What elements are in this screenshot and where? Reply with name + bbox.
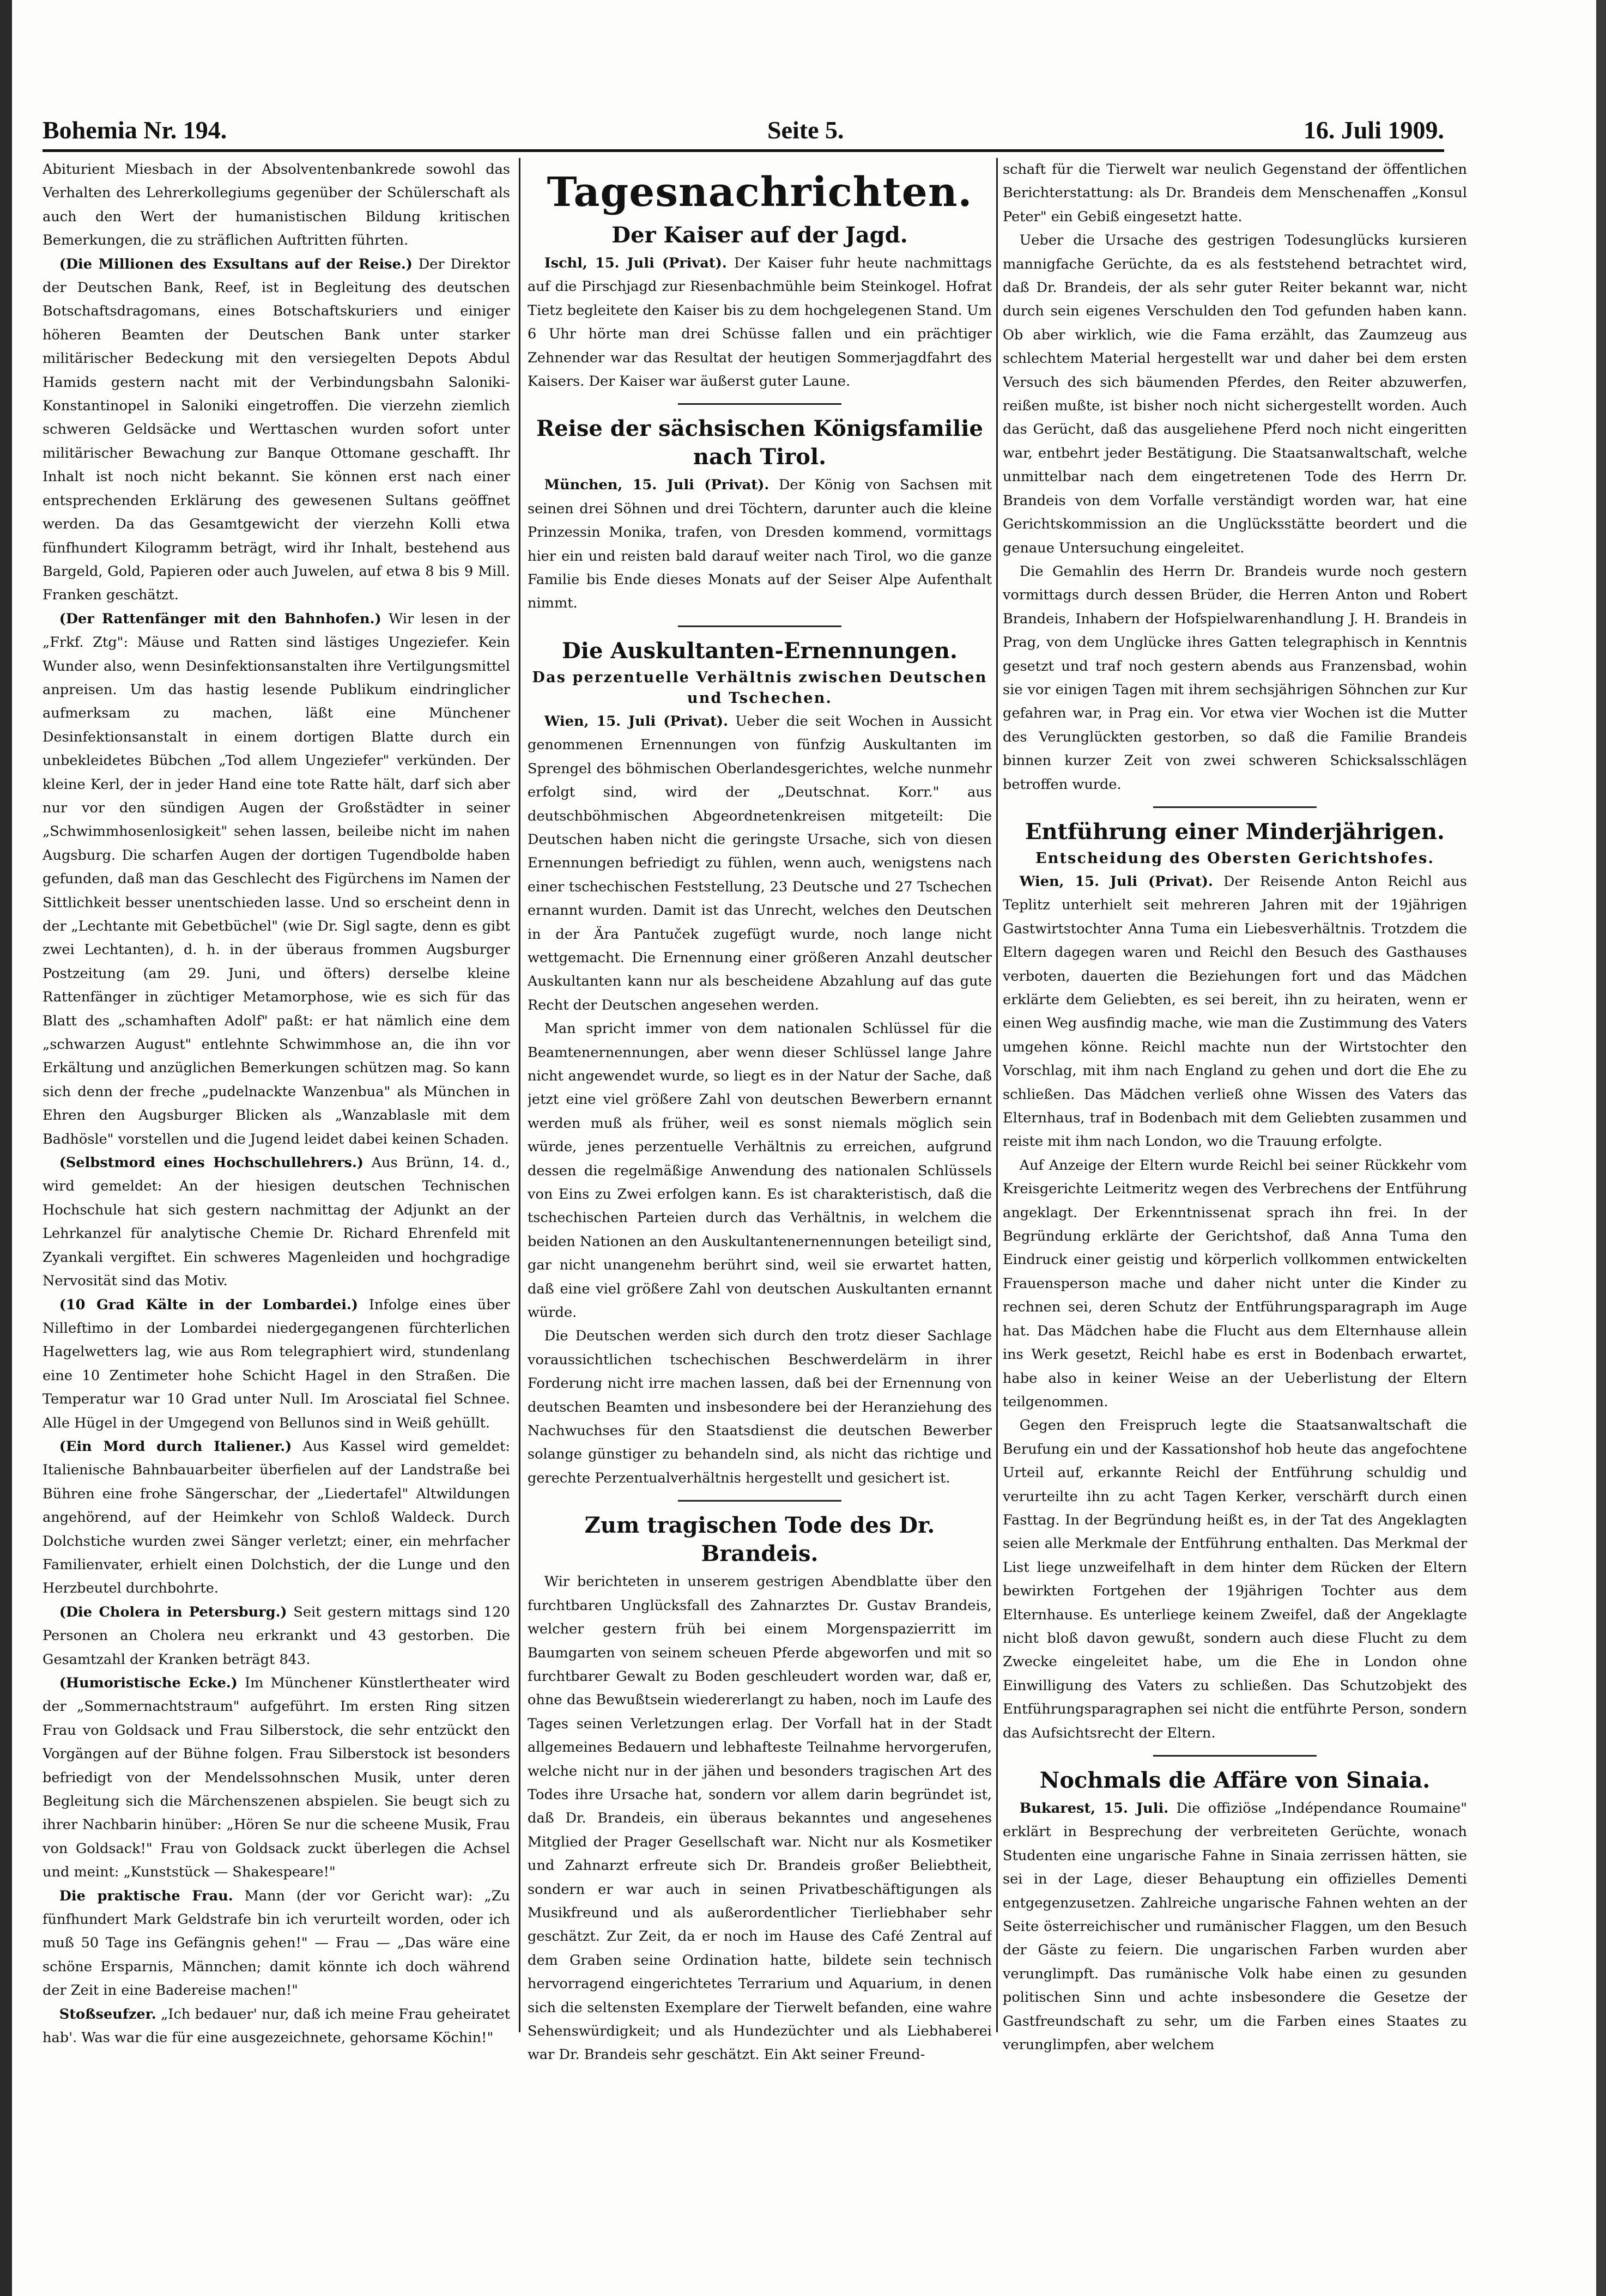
- scan-edge-left: [0, 0, 12, 2296]
- masthead: [43, 116, 1444, 152]
- article-paragraph: [1003, 560, 1467, 797]
- article-headline: Die Auskultanten-Ernennungen.: [562, 637, 957, 664]
- paragraph-text: Im Münchener Künstlertheater wird der „Sommernachtstraum" aufgeführt. Im ersten Ring sitzen Frau von Goldsack und Frau Silberstock, die sehr entzückt den Vorgängen auf der Bühne folgen. Frau Silberstock ist besonders befriedigt von der Mendelssohnschen Musik, unter deren Begleitung sich die Märchenszenen abspielen. Sie beugt sich zu ihrer Nachbarin hinüber: „Hören Se nur die scheene Musik, Frau von Goldsack!" Frau von Goldsack zuckt überlegen die Achsel und meint: „Kunststück — Shakespeare!": [43, 1675, 510, 1881]
- article-paragraph: [528, 710, 992, 1017]
- article-paragraph: [1003, 1414, 1467, 1745]
- paragraph-text: Die offiziöse „Indépendance Roumaine" erklärt in Besprechung der verbreiteten Gerüchte, wonach Studenten eine ungarische Fahne in Sinaia zerrissen hätten, sie sei in der Lage, dieser Behauptung ein offizielles Dementi entgegenzusetzen. Zahlreiche ungarische Fahnen wehten an der Seite österreichischer und rumänischer Flaggen, um den Besuch der Gäste zu feiern. Die ungarischen Farben wurden aber verunglimpft. Das rumänische Volk habe einen zu gesunden politischen Sinn und achte insbesondere die Gesetze der Gastfreundschaft zu sehr, um die Farben eines Staates zu verunglimpfen, aber welchem: [1003, 1800, 1467, 2054]
- paragraph-lead: Die praktische Frau.: [59, 1887, 233, 1904]
- paragraph-text: Seit gestern mittags sind 120 Personen an Cholera neu erkrankt und 43 gestorben. Die Gesamtzahl der Kranken beträgt 843.: [43, 1603, 510, 1668]
- paragraph-text: Auf Anzeige der Eltern wurde Reichl bei seiner Rückkehr vom Kreisgerichte Leitmeritz wegen des Verbrechens der Entführung angeklagt. Der Erkenntnissenat sprach ihn frei. In der Begründung erklärte der Gerichtshof, daß Anna Tuma den Eindruck einer geistig und körperlich vollkommen entwickelten Frauensperson mache und daher nicht unter die Kinder zu rechnen sei, deren Schutz der Entführungsparagraph im Auge hat. Das Mädchen habe die Flucht aus dem Elternhause allein ins Werk gesetzt, Reichl habe es erst in Bodenbach erwartet, habe also in keiner Weise an der Ueberlistung der Eltern teilgenommen.: [1003, 1157, 1467, 1410]
- scan-edge-right: [1596, 0, 1606, 2296]
- article-headline: Der Kaiser auf der Jagd.: [611, 222, 908, 248]
- paragraph-text: Die Deutschen werden sich durch den trotz dieser Sachlage voraussichtlichen tschechischen Beschwerdelärm in ihrer Forderung nicht irre machen lassen, daß bei der Ernennung von deutschen Beamten und insbesondere bei der Heranziehung des Nachwuchses für den Staatsdienst die deutschen Bewerber solange günstiger zu behandeln sind, als nicht das richtige und gerechte Perzentualverhältnis hergestellt und gesichert ist.: [528, 1328, 992, 1486]
- paragraph-text: Gegen den Freispruch legte die Staatsanwaltschaft die Berufung ein und der Kassationshof hob heute das angefochtene Urteil auf, erkannte Reichl der Entführung schuldig und verurteilte ihn zu acht Tagen Kerker, verschärft durch einen Fasttag. In der Begründung heißt es, in der Tat des Angeklagten seien alle Merkmale der Entführung enthalten. Das Merkmal der List liege unzweifelhaft in dem hinter dem Rücken der Eltern bewirkten Fortgehen der 19jährigen Tochter aus dem Elternhause. Es unterliege keinem Zweifel, daß der Angeklagte nicht bloß davon gewußt, sondern auch diese Flucht zu dem Zwecke eingeleitet habe, um die Ehe in London ohne Einwilligung des Vaters zu schließen. Das Schutzobjekt des Entführungsparagraphen sei nicht die entführte Person, sondern das Aufsichtsrecht der Eltern.: [1003, 1417, 1467, 1741]
- section-title-tagesnachrichten: Tagesnachrichten.: [547, 169, 973, 216]
- paragraph-lead: Wien, 15. Juli (Privat).: [1019, 873, 1213, 890]
- paragraph-text: Abiturient Miesbach in der Absolventenbankrede sowohl das Verhalten des Lehrerkollegiums gegenüber der Schülerschaft als auch den Wert der humanistischen Bildung kritischen Bemerkungen, die zu sträflichen Auftritten führten.: [43, 161, 510, 249]
- column-left: [43, 158, 510, 2098]
- paragraph-text: Der Direktor der Deutschen Bank, Reef, ist in Begleitung des deutschen Botschaftsdragomans, eines Botschaftskuriers und einiger höheren Beamten der Deutschen Bank unter starker militärischer Bedeckung mit den versiegelten Depots Abdul Hamids gestern nacht mit der Verbindungsbahn Saloniki-Konstantinopel in Saloniki eingetroffen. Die vierzehn ziemlich schweren Geldsäcke und Werttaschen wurden sofort unter militärischer Bewachung zur Banque Ottomane geschafft. Ihr Inhalt ist noch nicht bekannt. Sie können erst nach einer entsprechenden Erklärung des gewesenen Sultans geöffnet werden. Da das Gesamtgewicht der vierzehn Kolli etwa fünfhundert Kilogramm beträgt, wird ihr Inhalt, bestehend aus Bargeld, Gold, Papieren oder auch Juwelen, auf etwa 8 bis 9 Mill. Franken geschätzt.: [43, 256, 510, 604]
- paragraph-text: Der Kaiser fuhr heute nachmittags auf die Pirschjagd zur Riesenbachmühle beim Steinkogel. Hofrat Tietz begleitete den Kaiser bis zu dem hochgelegenen Stand. Um 6 Uhr hörte man drei Schüsse fallen und ein prächtiger Zehnender war das Resultat der heutigen Sommerjagdfahrt des Kaisers. Der Kaiser war äußerst guter Laune.: [528, 255, 992, 390]
- article-paragraph: [43, 2003, 510, 2050]
- section-divider: [678, 403, 841, 405]
- paragraph-lead: (Der Rattenfänger mit den Bahnhofen.): [59, 610, 381, 627]
- masthead-date: 16. Juli 1909.: [1303, 116, 1444, 144]
- right-sections: [1003, 806, 1467, 2057]
- section-divider: [678, 625, 841, 627]
- paragraph-text: Infolge eines über Nilleftimo in der Lombardei niedergegangenen fürchterlichen Hagelwetters lag, wie aus Rom telegraphiert wird, stundenlang eine 10 Zentimeter hohe Schicht Hagel in den Straßen. Die Temperatur war 10 Grad unter Null. Im Arosciatal fiel Schnee. Alle Hügel in der Umgegend von Bellunos sind in Weiß gehüllt.: [43, 1296, 510, 1431]
- paragraph-text: Aus Kassel wird gemeldet: Italienische Bahnbauarbeiter überfielen auf der Landstraße bei Bühren eine frohe Sängerschar, der „Liedertafel" Altwildungen angehörend, auf der Heimkehr von Schloß Waldeck. Durch Dolchstiche wurden zwei Sänger verletzt; einer, ein mehrfacher Familienvater, erhielt einen Dolchstich, der die Lunge und den Herzbeutel durchbohrte.: [43, 1438, 510, 1597]
- article-paragraph: [1003, 1797, 1467, 2057]
- paragraph-lead: (Ein Mord durch Italiener.): [59, 1438, 292, 1455]
- article-paragraph: [43, 1885, 510, 2003]
- paragraph-lead: Wien, 15. Juli (Privat).: [544, 713, 729, 730]
- section-divider: [1153, 1755, 1317, 1757]
- article-paragraph: [43, 1672, 510, 1885]
- article-subheadline: Das perzentuelle Verhältnis zwischen Deutschen und Tschechen.: [532, 669, 987, 707]
- article-paragraph: [528, 1570, 992, 2067]
- brandeis-continuation: [1003, 158, 1467, 797]
- paragraph-lead: (Die Millionen des Exsultans auf der Reise.): [59, 256, 413, 272]
- column-rule-2: [996, 158, 998, 2032]
- middle-sections: [528, 221, 992, 2067]
- article-paragraph: [43, 158, 510, 253]
- article-paragraph: [1003, 1154, 1467, 1414]
- paragraph-text: Wir lesen in der „Frkf. Ztg": Mäuse und Ratten sind lästiges Ungeziefer. Kein Wunder also, wenn Desinfektionsanstalten ihre Vertilgungsmittel anpreisen. Um das hastig lesende Publikum eindringlicher aufmerksam zu machen, läßt eine Münchener Desinfektionsanstalt in einem dortigen Blatte durch ein unbekleidetes Bübchen „Tod allem Ungeziefer" verkünden. Der kleine Kerl, der in jeder Hand eine tote Ratte hält, darf sich aber nur vor den sündigen Augen der Großstädter in seiner „Schwimmhosenlosigkeit" sehen lassen, beileibe nicht im nahen Augsburg. Die scharfen Augen der dortigen Tugendbolde haben gefunden, daß man das Geschlecht des Figürchens im Namen der Sittlichkeit besser unentschieden lasse. Und so erscheint denn in der „Lechtante mit Gebetbüchel" (wie Dr. Sigl sagte, denn es gibt zwei Lechtanten), d. h. in der überaus frommen Augsburger Postzeitung (am 29. Juni, und öfters) derselbe kleine Rattenfänger in züchtiger Metamorphose, wie es sich für das Blatt des „schamhaften Adolf" paßt: er hat nämlich eine dem „schwarzen August" entlehnte Schwimmhose an, die ihn vor Erkältung und anzüglichen Bemerkungen schützen mag. So kann sich denn der freche „pudelnackte Wanzenbua" als München in Ehren den Augsburger Blicken als „Wanzablasle mit dem Badhösle" vorstellen und die Jugend leidet dabei keinen Schaden.: [43, 610, 510, 1147]
- paragraph-text: Aus Brünn, 14. d., wird gemeldet: An der hiesigen deutschen Technischen Hochschule hat sich gestern nachmittag der Adjunkt an der Lehrkanzel für analytische Chemie Dr. Richard Ehrenfeld mit Zyankali vergiftet. Ein schweres Magenleiden und hochgradige Nervosität sind das Motiv.: [43, 1155, 510, 1290]
- article-paragraph: [528, 473, 992, 615]
- paragraph-lead: (10 Grad Kälte in der Lombardei.): [59, 1296, 358, 1313]
- column-middle: [528, 158, 992, 2098]
- paragraph-lead: (Die Cholera in Petersburg.): [59, 1603, 287, 1620]
- masthead-page-number: Seite 5.: [767, 116, 844, 144]
- paragraph-lead: (Selbstmord eines Hochschullehrers.): [59, 1155, 363, 1171]
- article-paragraph: [43, 1601, 510, 1672]
- paragraph-text: schaft für die Tierwelt war neulich Gegenstand der öffentlichen Berichterstattung: als Dr. Brandeis dem Menschenaffen „Konsul Peter" ein Gebiß eingesetzt hatte.: [1003, 161, 1467, 225]
- article-paragraph: [43, 1293, 510, 1435]
- paragraph-text: Die Gemahlin des Herrn Dr. Brandeis wurde noch gestern vormittags durch dessen Brüder, die Herren Anton und Robert Brandeis, Inhabern der Hofspielwarenhandlung J. H. Brandeis in Prag, von dem Unglücke ihres Gatten telegraphisch in Kenntnis gesetzt und traf noch gestern abends aus Franzensbad, wohin sie vor einigen Tagen mit ihrem sechsjährigen Söhnchen zur Kur gefahren war, in Prag ein. Vor etwa vier Wochen ist die Mutter des Verunglückten gestorben, so daß die Familie Brandeis binnen kurzer Zeit von zwei schweren Schicksalsschlägen betroffen wurde.: [1003, 563, 1467, 793]
- article-paragraph: [528, 1017, 992, 1325]
- paragraph-lead: Bukarest, 15. Juli.: [1019, 1800, 1169, 1817]
- column-right: [1003, 158, 1467, 2098]
- paragraph-lead: Stoßseufzer.: [59, 2006, 156, 2022]
- article-headline: Nochmals die Affäre von Sinaia.: [1039, 1767, 1431, 1793]
- masthead-issue: Bohemia Nr. 194.: [43, 116, 227, 144]
- paragraph-text: Wir berichteten in unserem gestrigen Abendblatte über den furchtbaren Unglücksfall des Zahnarztes Dr. Gustav Brandeis, welcher gestern früh bei einem Morgenspazierritt im Baumgarten von seinem scheuen Pferde abgeworfen und mit so furchtbarer Gewalt zu Boden geschleudert worden war, daß er, ohne das Bewußtsein wiedererlangt zu haben, noch im Laufe des Tages seinen Verletzungen erlag. Der Vorfall hat in der Stadt allgemeines Bedauern und lebhafteste Teilnahme hervorgerufen, welche nicht nur in der jähen und besonders tragischen Art des Todes ihre Ursache hat, sondern vor allem darin begründet ist, daß Dr. Brandeis, ein überaus bekanntes und angesehenes Mitglied der Prager Gesellschaft war. Nicht nur als Kosmetiker und Zahnarzt erfreute sich Dr. Brandeis großer Beliebtheit, sondern er war auch in seinen Privatbeschäftigungen als Musikfreund und als außerordentlicher Tierliebhaber sehr geschätzt. Zur Zeit, da er noch im Hause des Café Zentral auf dem Graben seine Ordination hatte, bildete sein technisch hervorragend eingerichtetes Terrarium und Aquarium, in denen sich die seltensten Exemplare der Tierwelt befanden, eine wahre Sehenswürdigkeit; und als Hundezüchter und als Liebhaberei war Dr. Brandeis sehr geschätzt. Ein Akt seiner Freund-: [528, 1574, 992, 2063]
- paragraph-text: Man spricht immer von dem nationalen Schlüssel für die Beamtenernennungen, aber wenn dieser Schlüssel lange Jahre nicht angewendet wurde, so liegt es in der Natur der Sache, daß jetzt eine viel größere Zahl von deutschen Bewerbern ernannt werden muß als früher, weil es sonst niemals möglich sein würde, jenes perzentuelle Verhältnis zu erreichen, aufgrund dessen die regelmäßige Anwendung des nationalen Schlüssels von Eins zu Zwei erfolgen kann. Es ist charakteristisch, daß die tschechischen Parteien durch das Verhältnis, in welchem die beiden Nationen an den Auskultantenernennungen beteiligt sind, gar nicht unangenehm berührt sind, weil sie erwartet hatten, daß eine viel größere Zahl von deutschen Auskultanten ernannt würde.: [528, 1021, 992, 1321]
- paragraph-text: Ueber die Ursache des gestrigen Todesunglücks kursieren mannigfache Gerüchte, da es als feststehend betrachtet wird, daß Dr. Brandeis, der als sehr guter Reiter bekannt war, nicht durch sein eigenes Verschulden den Tod gefunden haben kann. Ob aber wirklich, wie die Fama erzählt, das Zaumzeug aus schlechtem Material hergestellt war und daher bei dem ersten Versuch des sich bäumenden Pferdes, den Reiter abzuwerfen, reißen mußte, ist bisher noch nicht sichergestellt worden. Auch das Gerücht, daß das ausgeliehene Pferd noch nicht eingeritten war, entbehrt jeder Bestätigung. Die Staatsanwaltschaft, welche unmittelbar nach dem eingetretenen Tode des Herrn Dr. Brandeis von dem Vorfalle verständigt worden war, hat eine Gerichtskommission an die Unglücksstätte beordert und die genaue Untersuchung eingeleitet.: [1003, 232, 1467, 556]
- article-headline: Entführung einer Minderjährigen.: [1025, 818, 1445, 845]
- paragraph-text: Der Reisende Anton Reichl aus Teplitz unterhielt seit mehreren Jahren mit der 19jährigen Gastwirtstochter Anna Tuma ein Liebesverhältnis. Trotzdem die Eltern dagegen waren und Reichl den Besuch des Gasthauses verboten, dauerten die Beziehungen fort und das Mädchen erklärte dem Geliebten, es sei bereit, ihn zu heiraten, wenn er einen Weg ausfindig mache, wie man die Zustimmung des Vaters umgehen könne. Reichl machte nun der Wirtstochter den Vorschlag, mit ihm nach England zu gehen und dort die Ehe zu schließen. Das Mädchen verließ ohne Wissen des Vaters das Elternhaus, traf in Bodenbach mit dem Geliebten zusammen und reiste mit ihm nach London, wo die Trauung erfolgte.: [1003, 873, 1467, 1150]
- paragraph-text: Mann (der vor Gericht war): „Zu fünfhundert Mark Geldstrafe bin ich verurteilt worden, oder ich muß 50 Tage ins Gefängnis gehen!" — Frau — „Das wäre eine schöne Ersparnis, Männchen; damit könnte ich doch während der Zeit in eine Badereise machen!": [43, 1887, 510, 1999]
- article-paragraph: [528, 252, 992, 393]
- article-headline: Zum tragischen Tode des Dr. Brandeis.: [584, 1513, 935, 1567]
- article-paragraph: [43, 1435, 510, 1601]
- article-paragraph: [528, 1325, 992, 1490]
- article-paragraph: [1003, 158, 1467, 229]
- article-paragraph: [1003, 870, 1467, 1154]
- section-divider: [678, 1500, 841, 1502]
- paragraph-text: Ueber die seit Wochen in Aussicht genommenen Ernennungen von fünfzig Auskultanten im Sprengel des böhmischen Oberlandesgerichtes, welche nunmehr erfolgt sind, wird der „Deutschnat. Korr." aus deutschböhmischen Abgeordnetenkreisen mitgeteilt: Die Deutschen haben nicht die geringste Ursache, sich von diesen Ernennungen befriedigt zu fühlen, wenn auch, wenigstens nach einer tschechischen Feststellung, 23 Deutsche und 27 Tschechen ernannt wurden. Damit ist das Unrecht, welches den Deutschen in der Ära Pantuček zugefügt wurde, noch lange nicht wettgemacht. Die Ernennung einer größeren Anzahl deutscher Auskultanten kann nur als bescheidene Abzahlung auf das gute Recht der Deutschen angesehen werden.: [528, 713, 992, 1013]
- article-headline: Reise der sächsischen Königsfamilie nach Tirol.: [536, 416, 984, 470]
- article-paragraph: [1003, 229, 1467, 560]
- article-paragraph: [43, 608, 510, 1151]
- article-subheadline: Entscheidung des Obersten Gerichtshofes.: [1035, 849, 1435, 867]
- column-rule-1: [519, 158, 520, 2032]
- article-paragraph: [43, 253, 510, 608]
- paragraph-text: „Ich bedauer' nur, daß ich meine Frau geheiratet hab'. Was war die für eine ausgezeichnete, gehorsame Köchin!": [43, 2006, 510, 2046]
- paragraph-text: Der König von Sachsen mit seinen drei Söhnen und drei Töchtern, darunter auch die kleine Prinzessin Monika, trafen, von Dresden kommend, vormittags hier ein und reisten bald darauf weiter nach Tirol, wo die ganze Familie bis Ende dieses Monats auf der Seiser Alpe Aufenthalt nimmt.: [528, 477, 992, 612]
- article-paragraph: [43, 1151, 510, 1293]
- section-divider: [1153, 806, 1317, 808]
- paragraph-lead: München, 15. Juli (Privat).: [544, 477, 769, 494]
- paragraph-lead: Ischl, 15. Juli (Privat).: [544, 255, 727, 271]
- paragraph-lead: (Humoristische Ecke.): [59, 1675, 238, 1691]
